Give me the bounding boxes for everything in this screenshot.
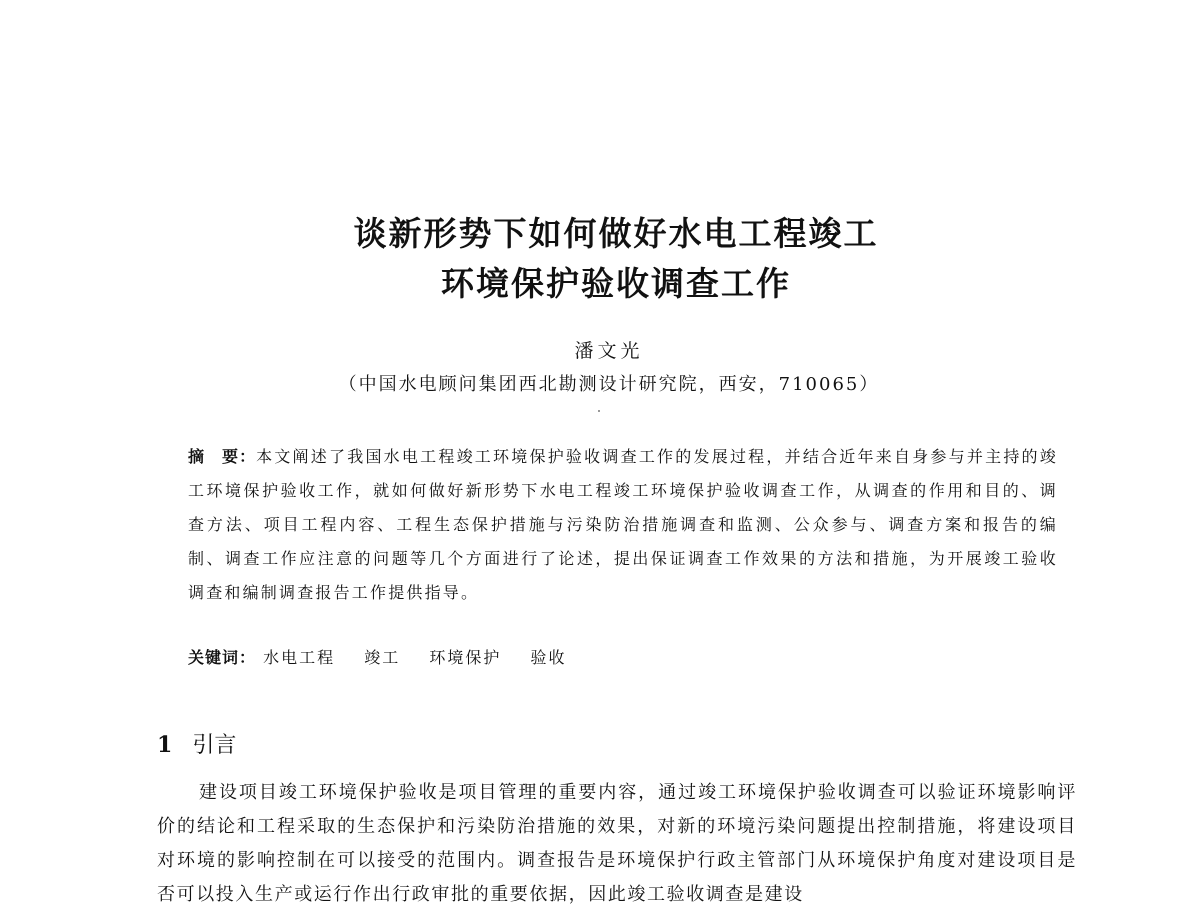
- section-number: 1: [157, 732, 173, 758]
- keyword: 水电工程: [263, 648, 336, 667]
- intro-paragraph: 建设项目竣工环境保护验收是项目管理的重要内容，通过竣工环境保护验收调查可以验证环境影响评价的结论和工程采取的生态保护和污染防治措施的效果，对新的环境污染问题提出控制措施，将建设项目对环境的影响控制在可以接受的范围内。调查报告是环境保护行政主管部门从环境保护角度对建设项目是否可以投入生产或运行作出行政审批的重要依据，因此竣工验收调查是建设: [157, 782, 1077, 905]
- section-heading: [157, 728, 236, 759]
- abstract-text: 本文阐述了我国水电工程竣工环境保护验收调查工作的发展过程，并结合近年来自身参与并主持的竣工环境保护验收工作，就如何做好新形势下水电工程竣工环境保护验收调查工作，从调查的作用和目的、调查方法、项目工程内容、工程生态保护措施与污染防治措施调查和监测、公众参与、调查方案和报告的编制、调查工作应注意的问题等几个方面进行了论述，提出保证调查工作效果的方法和措施，为开展竣工验收调查和编制调查报告工作提供指导。: [188, 447, 1058, 602]
- paper-title-line-1: 谈新形势下如何做好水电工程竣工: [353, 214, 879, 253]
- keyword: 环境保护: [429, 648, 502, 667]
- paper-title-line-2: 环境保护验收调查工作: [441, 264, 791, 303]
- keyword: 竣工: [364, 648, 401, 667]
- abstract-label: 摘 要：: [188, 447, 257, 466]
- author-affiliation: （中国水电顾问集团西北勘测设计研究院，西安，710065）: [338, 374, 880, 395]
- author-name: 潘文光: [574, 340, 644, 362]
- keyword: 验收: [530, 648, 567, 667]
- section-title: 引言: [192, 733, 237, 758]
- scan-speck: [598, 410, 600, 412]
- abstract: [188, 440, 1058, 610]
- keywords: [188, 646, 1058, 670]
- keywords-label: 关键词：: [188, 648, 257, 667]
